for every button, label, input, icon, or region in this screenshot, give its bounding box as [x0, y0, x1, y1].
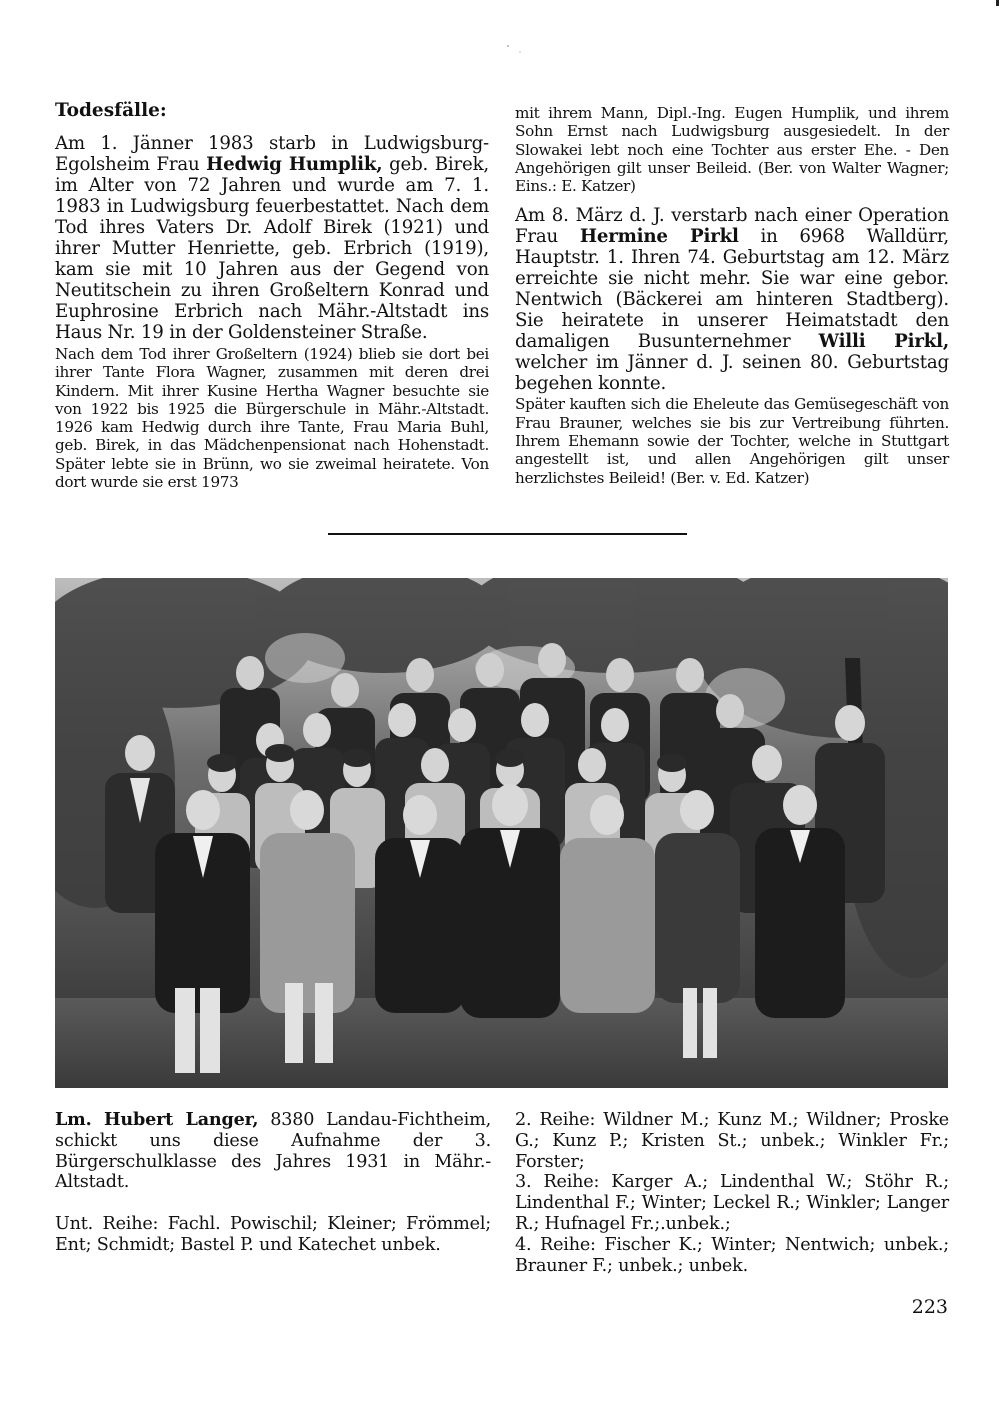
left-text-column: [55, 100, 489, 491]
deceased-name-humplik: Hedwig Humplik,: [206, 154, 383, 175]
obituary-pirkl-paragraph: [515, 205, 949, 394]
obituary-pirkl-continued: Später kauften sich die Eheleute das Gemüsegeschäft von Frau Brauner, welches sie bis zur Vertreibung führten. Ihrem Ehemann sowie der Tochter, welche in Stuttgart angestellt ist, und allen Angehörigen gilt unser herzlichstes Beileid! (Ber. v. Ed. Katzer): [515, 395, 949, 487]
right-text-column: [515, 104, 949, 487]
caption-row-bottom: Unt. Reihe: Fachl. Powischil; Kleiner; Frömmel; Ent; Schmidt; Bastel P. und Katechet unbek.: [55, 1214, 491, 1255]
obituary-humplik-paragraph: [55, 133, 489, 343]
page-number: 223: [911, 1296, 948, 1318]
photo-caption-left: [55, 1110, 491, 1256]
obituary-humplik-body: geb. Birek, im Alter von 72 Jahren und wurde am 7. 1. 1983 in Ludwigsburg feuerbestattet. Nach dem Tod ihres Vaters Dr. Adolf Birek (1921) und ihrer Mutter Henriette, geb. Erbrich (1919), kam sie mit 10 Jahren aus der Gegend von Neutitschein zu ihren Großeltern Konrad und Euphrosine Erbrich nach Mähr.-Altstadt ins Haus Nr. 19 in der Goldensteiner Straße.: [55, 154, 489, 343]
photo-caption-right: [515, 1110, 949, 1276]
photo-caption-description: 8380 Landau-Fichtheim, schickt uns diese Aufnahme der 3. Bürgerschulklasse des Jahres 1931 in Mähr.-Altstadt.: [55, 1110, 491, 1193]
group-photo-illustration: [55, 578, 948, 1088]
husband-name-pirkl: Willi Pirkl,: [818, 331, 949, 353]
section-heading: Todesfälle:: [55, 100, 167, 121]
photo-caption-intro: [55, 1110, 491, 1193]
sender-name: Lm. Hubert Langer,: [55, 1109, 259, 1130]
caption-row-4: 4. Reihe: Fischer K.; Winter; Nentwich; unbek.; Brauner F.; unbek.; unbek.: [515, 1234, 949, 1276]
section-divider: [328, 533, 687, 535]
deceased-name-pirkl: Hermine Pirkl: [579, 226, 739, 248]
obituary-humplik-continued: Nach dem Tod ihrer Großeltern (1924) blieb sie dort bei ihrer Tante Flora Wagner, zusammen mit deren drei Kindern. Mit ihrer Kusine Hertha Wagner besuchte sie von 1922 bis 1925 die Bürgerschule in Mähr.-Altstadt. 1926 kam Hedwig durch ihre Tante, Frau Maria Buhl, geb. Birek, in das Mädchenpensionat nach Hohenstadt. Später lebte sie in Brünn, wo sie zweimal heiratete. Von dort wurde sie erst 1973: [55, 345, 489, 492]
obituary-humplik-ending: mit ihrem Mann, Dipl.-Ing. Eugen Humplik, und ihrem Sohn Ernst nach Ludwigsburg ausgesiedelt. In der Slowakei lebt noch eine Tochter aus erster Ehe. - Den Angehörigen gilt unser Beileid. (Ber. von Walter Wagner; Eins.: E. Katzer): [515, 104, 949, 196]
obituary-pirkl-intro: Am 8. März d. J. verstarb nach einer Operation Frau: [515, 205, 949, 248]
obituary-humplik-intro: Am 1. Jänner 1983 starb in Ludwigsburg-Egolsheim Frau: [55, 133, 489, 175]
obituary-pirkl-body: in 6968 Walldürr, Hauptstr. 1. Ihren 74. Geburtstag am 12. März erreichte sie nicht mehr. Sie war eine gebor. Nentwich (Bäckerei am hinteren Stadtberg). Sie heiratete in unserer Heimatstadt den damaligen Busunternehmer: [515, 226, 949, 353]
obituary-pirkl-end: welcher im Jänner d. J. seinen 80. Geburtstag begehen konnte.: [515, 352, 949, 395]
caption-row-2: 2. Reihe: Wildner M.; Kunz M.; Wildner; Proske G.; Kunz P.; Kristen St.; unbek.; Winkler Fr.; Forster;: [515, 1110, 949, 1172]
class-photo-1931: [55, 578, 948, 1088]
caption-row-3: 3. Reihe: Karger A.; Lindenthal W.; Stöhr R.; Lindenthal F.; Winter; Leckel R.; Winkler; Langer R.; Hufnagel Fr.;.unbek.;: [515, 1172, 949, 1234]
